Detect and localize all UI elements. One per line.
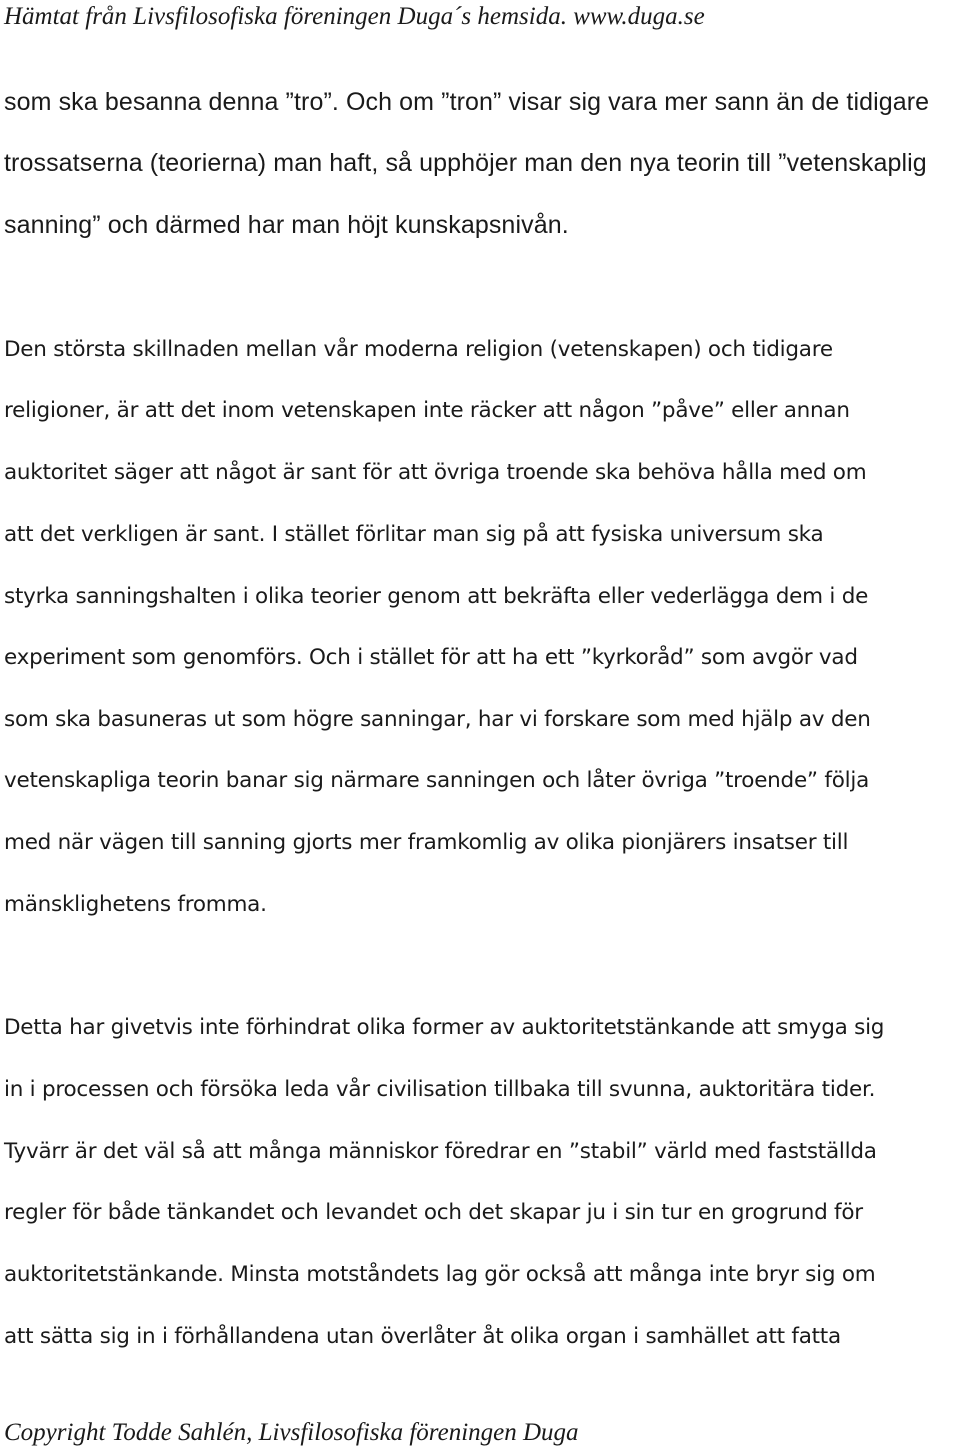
- page-header: Hämtat från Livsfilosofiska föreningen Duga´s hemsida. www.duga.se: [4, 3, 705, 30]
- text-line: sanning” och därmed har man höjt kunskapsnivån.: [4, 211, 569, 239]
- text-line: auktoritet säger att något är sant för att övriga troende ska behöva hålla med om: [4, 460, 867, 485]
- text-line: religioner, är att det inom vetenskapen inte räcker att någon ”påve” eller annan: [4, 398, 850, 423]
- text-line: Den största skillnaden mellan vår moderna religion (vetenskapen) och tidigare: [4, 337, 833, 362]
- text-line: Tyvärr är det väl så att många människor föredrar en ”stabil” värld med fastställda: [4, 1139, 877, 1164]
- text-line: som ska besanna denna ”tro”. Och om ”tron” visar sig vara mer sann än de tidigare: [4, 88, 930, 116]
- page-footer: Copyright Todde Sahlén, Livsfilosofiska föreningen Duga: [4, 1419, 579, 1446]
- text-line: auktoritetstänkande. Minsta motståndets lag gör också att många inte bryr sig om: [4, 1262, 876, 1287]
- text-line: att sätta sig in i förhållandena utan överlåter åt olika organ i samhället att fatta: [4, 1324, 841, 1349]
- text-line: vetenskapliga teorin banar sig närmare sanningen och låter övriga ”troende” följa: [4, 768, 869, 793]
- text-line: att det verkligen är sant. I stället förlitar man sig på att fysiska universum ska: [4, 522, 824, 547]
- text-line: regler för både tänkandet och levandet och det skapar ju i sin tur en grogrund för: [4, 1200, 863, 1225]
- text-line: experiment som genomförs. Och i stället för att ha ett ”kyrkoråd” som avgör vad: [4, 645, 858, 670]
- text-line: styrka sanningshalten i olika teorier genom att bekräfta eller vederlägga dem i de: [4, 584, 869, 609]
- text-line: som ska basuneras ut som högre sanningar, har vi forskare som med hjälp av den: [4, 707, 871, 732]
- text-line: med när vägen till sanning gjorts mer framkomlig av olika pionjärers insatser till: [4, 830, 849, 855]
- text-line: mänsklighetens fromma.: [4, 892, 267, 917]
- text-line: Detta har givetvis inte förhindrat olika former av auktoritetstänkande att smyga sig: [4, 1015, 885, 1040]
- text-line: trossatserna (teorierna) man haft, så upphöjer man den nya teorin till ”vetenskaplig: [4, 149, 927, 177]
- text-line: in i processen och försöka leda vår civilisation tillbaka till svunna, auktoritära tider.: [4, 1077, 876, 1102]
